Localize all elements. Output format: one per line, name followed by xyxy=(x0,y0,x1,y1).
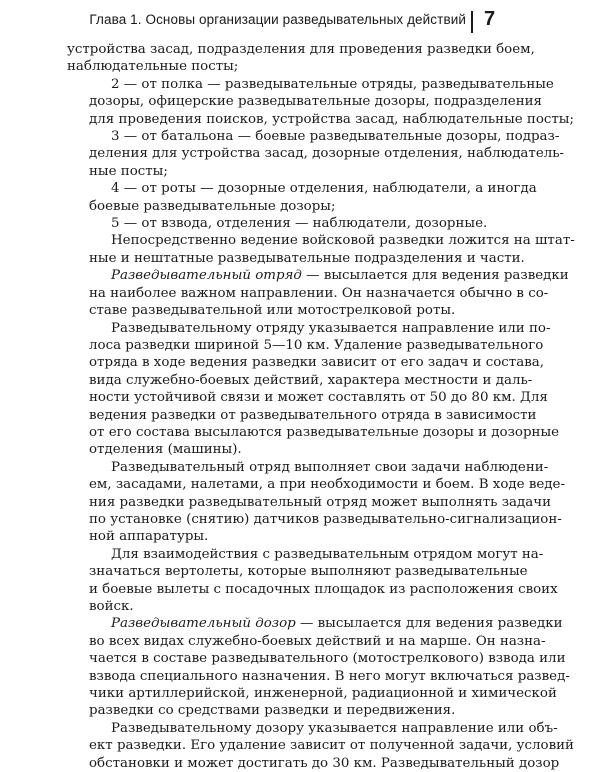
text-line: обстановки и может достигать до 30 км. Разведывательный дозор xyxy=(89,755,560,771)
text-line: Разведывательному дозору указывается направление или объ- xyxy=(111,720,558,736)
text-line: 4 — от роты — дозорные отделения, наблюдатели, а иногда xyxy=(111,181,537,197)
body-text xyxy=(67,41,575,772)
text-line: ния разведки разведывательный отряд может выполнять задачи xyxy=(89,494,551,510)
italic-term: Разведывательный дозор xyxy=(111,616,296,632)
text-line: от его состава высылаются разведывательные дозоры и дозорные xyxy=(89,424,560,440)
text-line: значаться вертолеты, которые выполняют разведывательные xyxy=(89,564,528,580)
text-line: во всех видах служебно-боевых действий и на марше. Он назна- xyxy=(89,633,546,649)
text-line: Для взаимодействия с разведывательным отрядом могут на- xyxy=(111,546,544,562)
paragraph xyxy=(67,267,569,319)
text-line: ведения разведки от разведывательного отряда в зависимости xyxy=(89,407,537,423)
text-line: 5 — от взвода, отделения — наблюдатели, дозорные. xyxy=(111,216,488,232)
text-line: по установке (снятию) датчиков разведывательно-сигнализацион- xyxy=(89,511,562,527)
paragraph xyxy=(67,76,574,128)
text-line: ставе разведывательной или мотострелковой роты. xyxy=(89,303,456,319)
text-line: вида служебно-боевых действий, характера местности и даль- xyxy=(89,372,533,388)
paragraph xyxy=(67,320,560,459)
text-line: разведки со средствами разведки и передвижения. xyxy=(89,703,456,719)
paragraph xyxy=(67,615,570,719)
paragraph xyxy=(67,180,537,215)
text-line: наблюдательные посты; xyxy=(67,59,239,75)
text-line: для проведения поисков, устройства засад, наблюдательные посты; xyxy=(89,111,574,127)
paragraph xyxy=(67,41,535,76)
paragraph xyxy=(67,215,498,232)
text-line: войск. xyxy=(89,599,134,614)
text-line: ем, засадами, налетами, а при необходимости и боем. В ходе веде- xyxy=(89,477,565,493)
text-line: чается в составе разведывательного (мотострелкового) взвода или xyxy=(89,651,566,667)
text-line: Разведывательному отряду указывается направление или по- xyxy=(111,320,551,336)
text-line: Непосредственно ведение войсковой разведки ложится на штат- xyxy=(111,233,575,249)
text-line: чики артиллерийской, инженерной, радиационной и химической xyxy=(89,686,557,702)
line-text: — высылается для ведения разведки xyxy=(295,616,563,632)
text-line: взвода специального назначения. В него могут включаться развед- xyxy=(89,668,570,684)
text-line: Разведывательный отряд выполняет свои задачи наблюдени- xyxy=(111,459,549,475)
text-line: отряда в ходе ведения разведки зависит от его задач и состава, xyxy=(89,355,544,371)
text-line: ект разведки. Его удаление зависит от полученной задачи, условий xyxy=(89,738,574,754)
text-line: деления для устройства засад, дозорные отделения, наблюдатель- xyxy=(89,146,565,162)
line-text: — высылается для ведения разведки xyxy=(301,268,569,284)
text-line: отделения (машины). xyxy=(89,442,242,458)
text-line: ной аппаратуры. xyxy=(89,529,209,545)
text-line: ные и нештатные разведывательные подразделения и части. xyxy=(89,250,525,266)
text-line xyxy=(67,615,563,632)
paragraph xyxy=(67,232,575,267)
paragraph xyxy=(67,546,558,616)
text-line: устройства засад, подразделения для проведения разведки боем, xyxy=(67,42,535,57)
text-line: на наиболее важном направлении. Он назначается обычно в со- xyxy=(89,285,549,301)
text-line: и боевые вылеты с посадочных площадок из расположения своих xyxy=(89,581,558,597)
paragraph xyxy=(67,459,565,546)
text-line: боевые разведывательные дозоры; xyxy=(89,198,336,214)
text-line: ные посты; xyxy=(89,163,168,179)
text-line: дозоры, офицерские разведывательные дозоры, подразделения xyxy=(89,94,543,110)
chapter-title: Глава 1. Основы организации разведывательных действий xyxy=(89,12,466,27)
text-line: ности устойчивой связи и может составлять от 50 до 80 км. Для xyxy=(89,390,548,406)
text-line: 2 — от полка — разведывательные отряды, разведывательные xyxy=(111,76,554,92)
text-line: лоса разведки шириной 5—10 км. Удаление разведывательного xyxy=(89,337,544,353)
header-divider xyxy=(471,11,473,33)
text-line: 3 — от батальона — боевые разведывательные дозоры, подраз- xyxy=(111,129,560,145)
page-header xyxy=(0,8,600,34)
paragraph xyxy=(67,128,565,180)
text-line xyxy=(67,267,569,284)
italic-term: Разведывательный отряд xyxy=(111,268,302,284)
paragraph xyxy=(67,720,574,772)
page-number: 7 xyxy=(484,8,496,30)
